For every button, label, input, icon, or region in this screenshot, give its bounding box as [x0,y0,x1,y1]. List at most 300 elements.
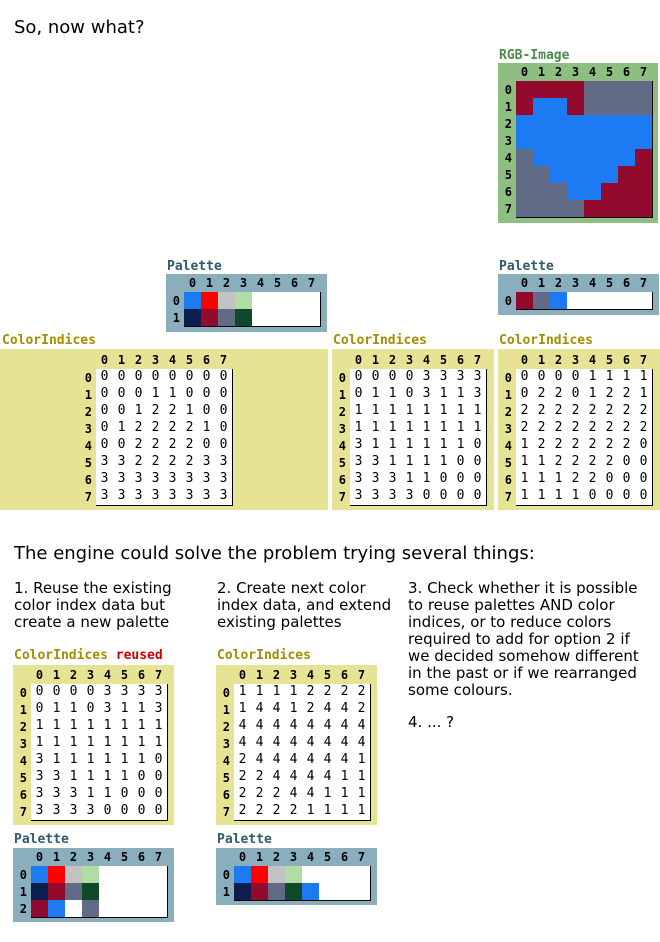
column-header: 6 [137,850,146,864]
index-cell: 4 [336,701,354,719]
index-cell: 1 [350,420,368,438]
index-cell: 1 [65,718,83,736]
option-1-text: 1. Reuse the existing color index data but create a new palette [14,579,172,631]
index-cell: 0 [401,386,419,404]
index-cell: 0 [198,403,216,421]
index-cell: 4 [268,718,286,736]
index-cell: 3 [65,803,83,821]
index-cell: 3 [150,701,168,719]
index-cell: 1 [452,420,470,438]
color-cell [150,900,168,918]
index-cell: 0 [350,369,368,387]
color-indices-mid-caption: ColorIndices [333,333,427,348]
index-cell: 1 [452,386,470,404]
index-cell: 1 [48,735,66,753]
index-cell: 0 [113,437,131,455]
index-cell: 3 [130,488,148,506]
column-header: 1 [255,850,264,864]
column-header: 7 [639,353,648,367]
row-header: 7 [338,490,346,504]
column-header: 5 [323,850,332,864]
index-cell: 1 [234,701,252,719]
row-header: 1 [84,388,92,402]
index-cell: 1 [401,403,419,421]
color-cell [336,883,354,901]
column-header: 3 [239,276,248,290]
index-cell: 1 [418,454,436,472]
cell-grid [96,369,233,506]
color-cell [584,183,602,201]
color-cell [353,883,371,901]
index-cell: 0 [96,420,114,438]
index-cell: 0 [215,369,233,387]
cell-grid [516,369,653,506]
column-header: 6 [622,276,631,290]
row-header: 0 [84,371,92,385]
index-cell: 0 [567,386,585,404]
index-cell: 3 [452,369,470,387]
column-header: 1 [537,65,546,79]
index-cell: 1 [164,386,182,404]
column-header: 4 [588,353,597,367]
color-cell [550,292,568,310]
index-cell: 2 [130,454,148,472]
color-cell [201,292,219,310]
color-cell [550,81,568,99]
index-cell: 0 [618,454,636,472]
row-header: 1 [222,885,230,899]
index-cell: 1 [82,718,100,736]
index-cell: 2 [319,684,337,702]
index-cell: 2 [533,420,551,438]
index-cell: 3 [198,471,216,489]
index-cell: 2 [584,437,602,455]
color-indices-right-caption: ColorIndices [499,333,593,348]
color-cell [286,309,304,327]
index-cell: 1 [150,735,168,753]
color-cell [618,292,636,310]
index-cell: 0 [469,437,487,455]
index-cell: 1 [82,786,100,804]
index-cell: 1 [31,718,49,736]
index-cell: 0 [384,369,402,387]
column-header: 1 [52,850,61,864]
row-header: 7 [84,490,92,504]
column-header: 4 [256,276,265,290]
color-cell [584,200,602,218]
row-header: 1 [338,388,346,402]
row-header: 3 [338,422,346,436]
index-cell: 2 [601,454,619,472]
color-cell [533,115,551,133]
cell-grid [184,292,321,327]
color-cell [533,81,551,99]
index-cell: 1 [435,386,453,404]
color-cell [31,883,49,901]
index-cell: 4 [336,718,354,736]
index-cell: 0 [113,369,131,387]
color-cell [516,81,534,99]
column-header: 2 [388,353,397,367]
index-cell: 1 [350,403,368,421]
row-header: 1 [222,703,230,717]
index-cell: 4 [285,718,303,736]
index-cell: 0 [150,769,168,787]
index-cell: 1 [116,718,134,736]
row-header: 1 [504,100,512,114]
index-cell: 2 [164,437,182,455]
column-header: 5 [439,353,448,367]
index-cell: 0 [452,454,470,472]
color-cell [133,900,151,918]
index-cell: 2 [181,454,199,472]
column-header: 3 [405,353,414,367]
row-header: 5 [84,456,92,470]
index-cell: 3 [113,488,131,506]
column-header: 3 [86,668,95,682]
index-cell: 3 [113,471,131,489]
color-cell [635,183,653,201]
index-cell: 1 [65,701,83,719]
index-cell: 1 [181,403,199,421]
column-header: 1 [52,668,61,682]
color-cell [353,866,371,884]
color-cell [99,900,117,918]
color-cell [584,149,602,167]
index-cell: 2 [618,386,636,404]
index-cell: 3 [181,488,199,506]
row-header: 2 [19,902,27,916]
row-header: 3 [19,737,27,751]
index-cell: 1 [133,735,151,753]
index-cell: 1 [150,718,168,736]
index-cell: 0 [164,369,182,387]
color-cell [567,115,585,133]
row-header: 6 [19,788,27,802]
column-header: 5 [605,353,614,367]
color-cell [303,292,321,310]
index-cell: 3 [350,471,368,489]
color-cell [303,309,321,327]
row-header: 1 [19,885,27,899]
index-cell: 4 [285,786,303,804]
index-cell: 0 [31,701,49,719]
cell-grid [234,866,371,901]
index-cell: 0 [133,786,151,804]
column-header: 7 [357,850,366,864]
index-cell: 0 [113,403,131,421]
color-cell [116,900,134,918]
index-cell: 1 [353,752,371,770]
index-cell: 1 [584,386,602,404]
column-header: 4 [422,353,431,367]
index-cell: 3 [82,803,100,821]
color-indices-reused-panel [13,665,174,825]
index-cell: 1 [401,420,419,438]
color-cell [516,292,534,310]
color-cell [618,132,636,150]
index-cell: 1 [133,701,151,719]
color-cell [516,115,534,133]
color-cell [567,149,585,167]
index-cell: 1 [516,454,534,472]
index-cell: 4 [302,752,320,770]
index-cell: 0 [469,471,487,489]
index-cell: 0 [147,369,165,387]
index-cell: 0 [215,386,233,404]
column-header: 7 [154,850,163,864]
index-cell: 1 [635,369,653,387]
index-cell: 2 [147,403,165,421]
index-cell: 1 [384,403,402,421]
column-header: 0 [520,65,529,79]
index-cell: 3 [31,769,49,787]
index-cell: 0 [452,488,470,506]
index-cell: 0 [567,369,585,387]
color-cell [584,292,602,310]
column-header: 6 [622,65,631,79]
cell-grid [350,369,487,506]
color-cell [567,132,585,150]
index-cell: 4 [234,735,252,753]
color-cell [635,166,653,184]
color-cell [234,883,252,901]
color-cell [533,166,551,184]
index-cell: 4 [251,735,269,753]
color-cell [516,132,534,150]
color-cell [319,883,337,901]
index-cell: 0 [150,803,168,821]
color-cell [635,81,653,99]
index-cell: 4 [268,769,286,787]
color-cell [286,292,304,310]
color-cell [601,81,619,99]
color-cell [618,183,636,201]
row-header: 7 [222,805,230,819]
index-cell: 3 [48,769,66,787]
index-cell: 1 [435,403,453,421]
column-header: 1 [537,276,546,290]
index-cell: 1 [584,369,602,387]
index-cell: 1 [336,803,354,821]
color-cell [550,149,568,167]
index-cell: 4 [319,701,337,719]
index-cell: 0 [96,369,114,387]
row-header: 4 [84,439,92,453]
column-header: 0 [35,850,44,864]
color-cell [302,866,320,884]
index-cell: 4 [319,752,337,770]
index-cell: 1 [82,752,100,770]
color-cell [184,292,202,310]
column-header: 2 [69,850,78,864]
column-header: 5 [605,276,614,290]
index-cell: 4 [336,735,354,753]
color-cell [82,900,100,918]
column-header: 5 [120,850,129,864]
index-cell: 4 [251,701,269,719]
index-cell: 0 [435,471,453,489]
index-cell: 1 [435,420,453,438]
color-cell [116,866,134,884]
index-cell: 0 [96,403,114,421]
rgb-image-panel [498,63,658,223]
color-cell [567,81,585,99]
index-cell: 0 [65,684,83,702]
palette-opt2-panel [216,848,377,905]
index-cell: 0 [48,684,66,702]
palette-right-caption: Palette [499,259,554,274]
index-cell: 0 [133,769,151,787]
index-cell: 2 [164,420,182,438]
color-indices-reused-caption: ColorIndices reused [14,648,163,663]
color-cell [584,166,602,184]
color-cell [550,115,568,133]
index-cell: 3 [350,488,368,506]
index-cell: 3 [198,488,216,506]
column-header: 2 [222,276,231,290]
index-cell: 0 [198,437,216,455]
index-cell: 2 [584,471,602,489]
index-cell: 2 [601,437,619,455]
index-cell: 3 [215,471,233,489]
index-cell: 1 [99,769,117,787]
index-cell: 0 [82,701,100,719]
index-cell: 4 [268,735,286,753]
index-cell: 3 [164,488,182,506]
index-cell: 1 [567,488,585,506]
index-cell: 0 [215,420,233,438]
column-header: 0 [188,276,197,290]
index-cell: 2 [516,420,534,438]
index-cell: 3 [96,454,114,472]
index-cell: 1 [133,718,151,736]
index-cell: 2 [147,437,165,455]
row-header: 2 [504,117,512,131]
color-cell [116,883,134,901]
index-cell: 1 [516,488,534,506]
palette-left-caption: Palette [167,259,222,274]
row-header: 2 [222,720,230,734]
index-cell: 1 [319,786,337,804]
index-cell: 4 [285,735,303,753]
color-cell [302,883,320,901]
index-cell: 1 [635,386,653,404]
index-cell: 0 [516,369,534,387]
color-cell [99,866,117,884]
color-cell [516,98,534,116]
index-cell: 1 [533,471,551,489]
index-cell: 0 [96,437,114,455]
color-indices-mid-panel [332,349,494,510]
index-cell: 1 [533,454,551,472]
color-cell [285,866,303,884]
color-cell [567,98,585,116]
color-cell [269,292,287,310]
index-cell: 1 [65,752,83,770]
column-header: 4 [306,668,315,682]
index-cell: 1 [133,752,151,770]
index-cell: 1 [234,684,252,702]
index-cell: 2 [268,786,286,804]
row-header: 6 [84,473,92,487]
index-cell: 0 [31,684,49,702]
index-cell: 2 [584,403,602,421]
index-cell: 3 [418,386,436,404]
color-cell [184,309,202,327]
index-cell: 1 [401,454,419,472]
row-header: 3 [504,134,512,148]
index-cell: 1 [401,437,419,455]
index-cell: 1 [550,488,568,506]
column-header: 5 [323,668,332,682]
index-cell: 1 [384,420,402,438]
color-cell [268,866,286,884]
row-header: 1 [172,311,180,325]
column-header: 6 [290,276,299,290]
index-cell: 1 [516,437,534,455]
color-cell [550,166,568,184]
index-cell: 1 [418,403,436,421]
row-header: 2 [84,405,92,419]
color-cell [567,292,585,310]
index-cell: 0 [452,471,470,489]
index-cell: 1 [516,471,534,489]
row-header: 5 [19,771,27,785]
color-cell [550,183,568,201]
column-header: 6 [340,850,349,864]
color-cell [235,309,253,327]
index-cell: 0 [181,369,199,387]
index-cell: 1 [285,684,303,702]
index-cell: 2 [618,420,636,438]
index-cell: 2 [533,403,551,421]
row-header: 2 [19,720,27,734]
index-cell: 3 [469,386,487,404]
color-cell [48,866,66,884]
column-header: 2 [554,276,563,290]
index-cell: 3 [164,471,182,489]
color-cell [82,883,100,901]
color-cell [635,200,653,218]
index-cell: 3 [181,471,199,489]
index-cell: 2 [618,403,636,421]
index-cell: 1 [452,437,470,455]
color-cell [601,98,619,116]
index-cell: 1 [401,471,419,489]
row-header: 6 [222,788,230,802]
column-header: 1 [255,668,264,682]
row-header: 7 [504,202,512,216]
index-cell: 0 [82,684,100,702]
index-cell: 3 [48,786,66,804]
column-header: 7 [639,276,648,290]
index-cell: 1 [367,386,385,404]
color-cell [533,98,551,116]
index-cell: 1 [116,735,134,753]
index-cell: 3 [367,454,385,472]
index-cell: 4 [268,752,286,770]
color-cell [584,98,602,116]
color-cell [601,132,619,150]
color-cell [618,149,636,167]
index-cell: 3 [147,471,165,489]
color-cell [234,866,252,884]
index-cell: 3 [133,684,151,702]
column-header: 6 [622,353,631,367]
index-cell: 2 [353,701,371,719]
row-header: 0 [222,868,230,882]
